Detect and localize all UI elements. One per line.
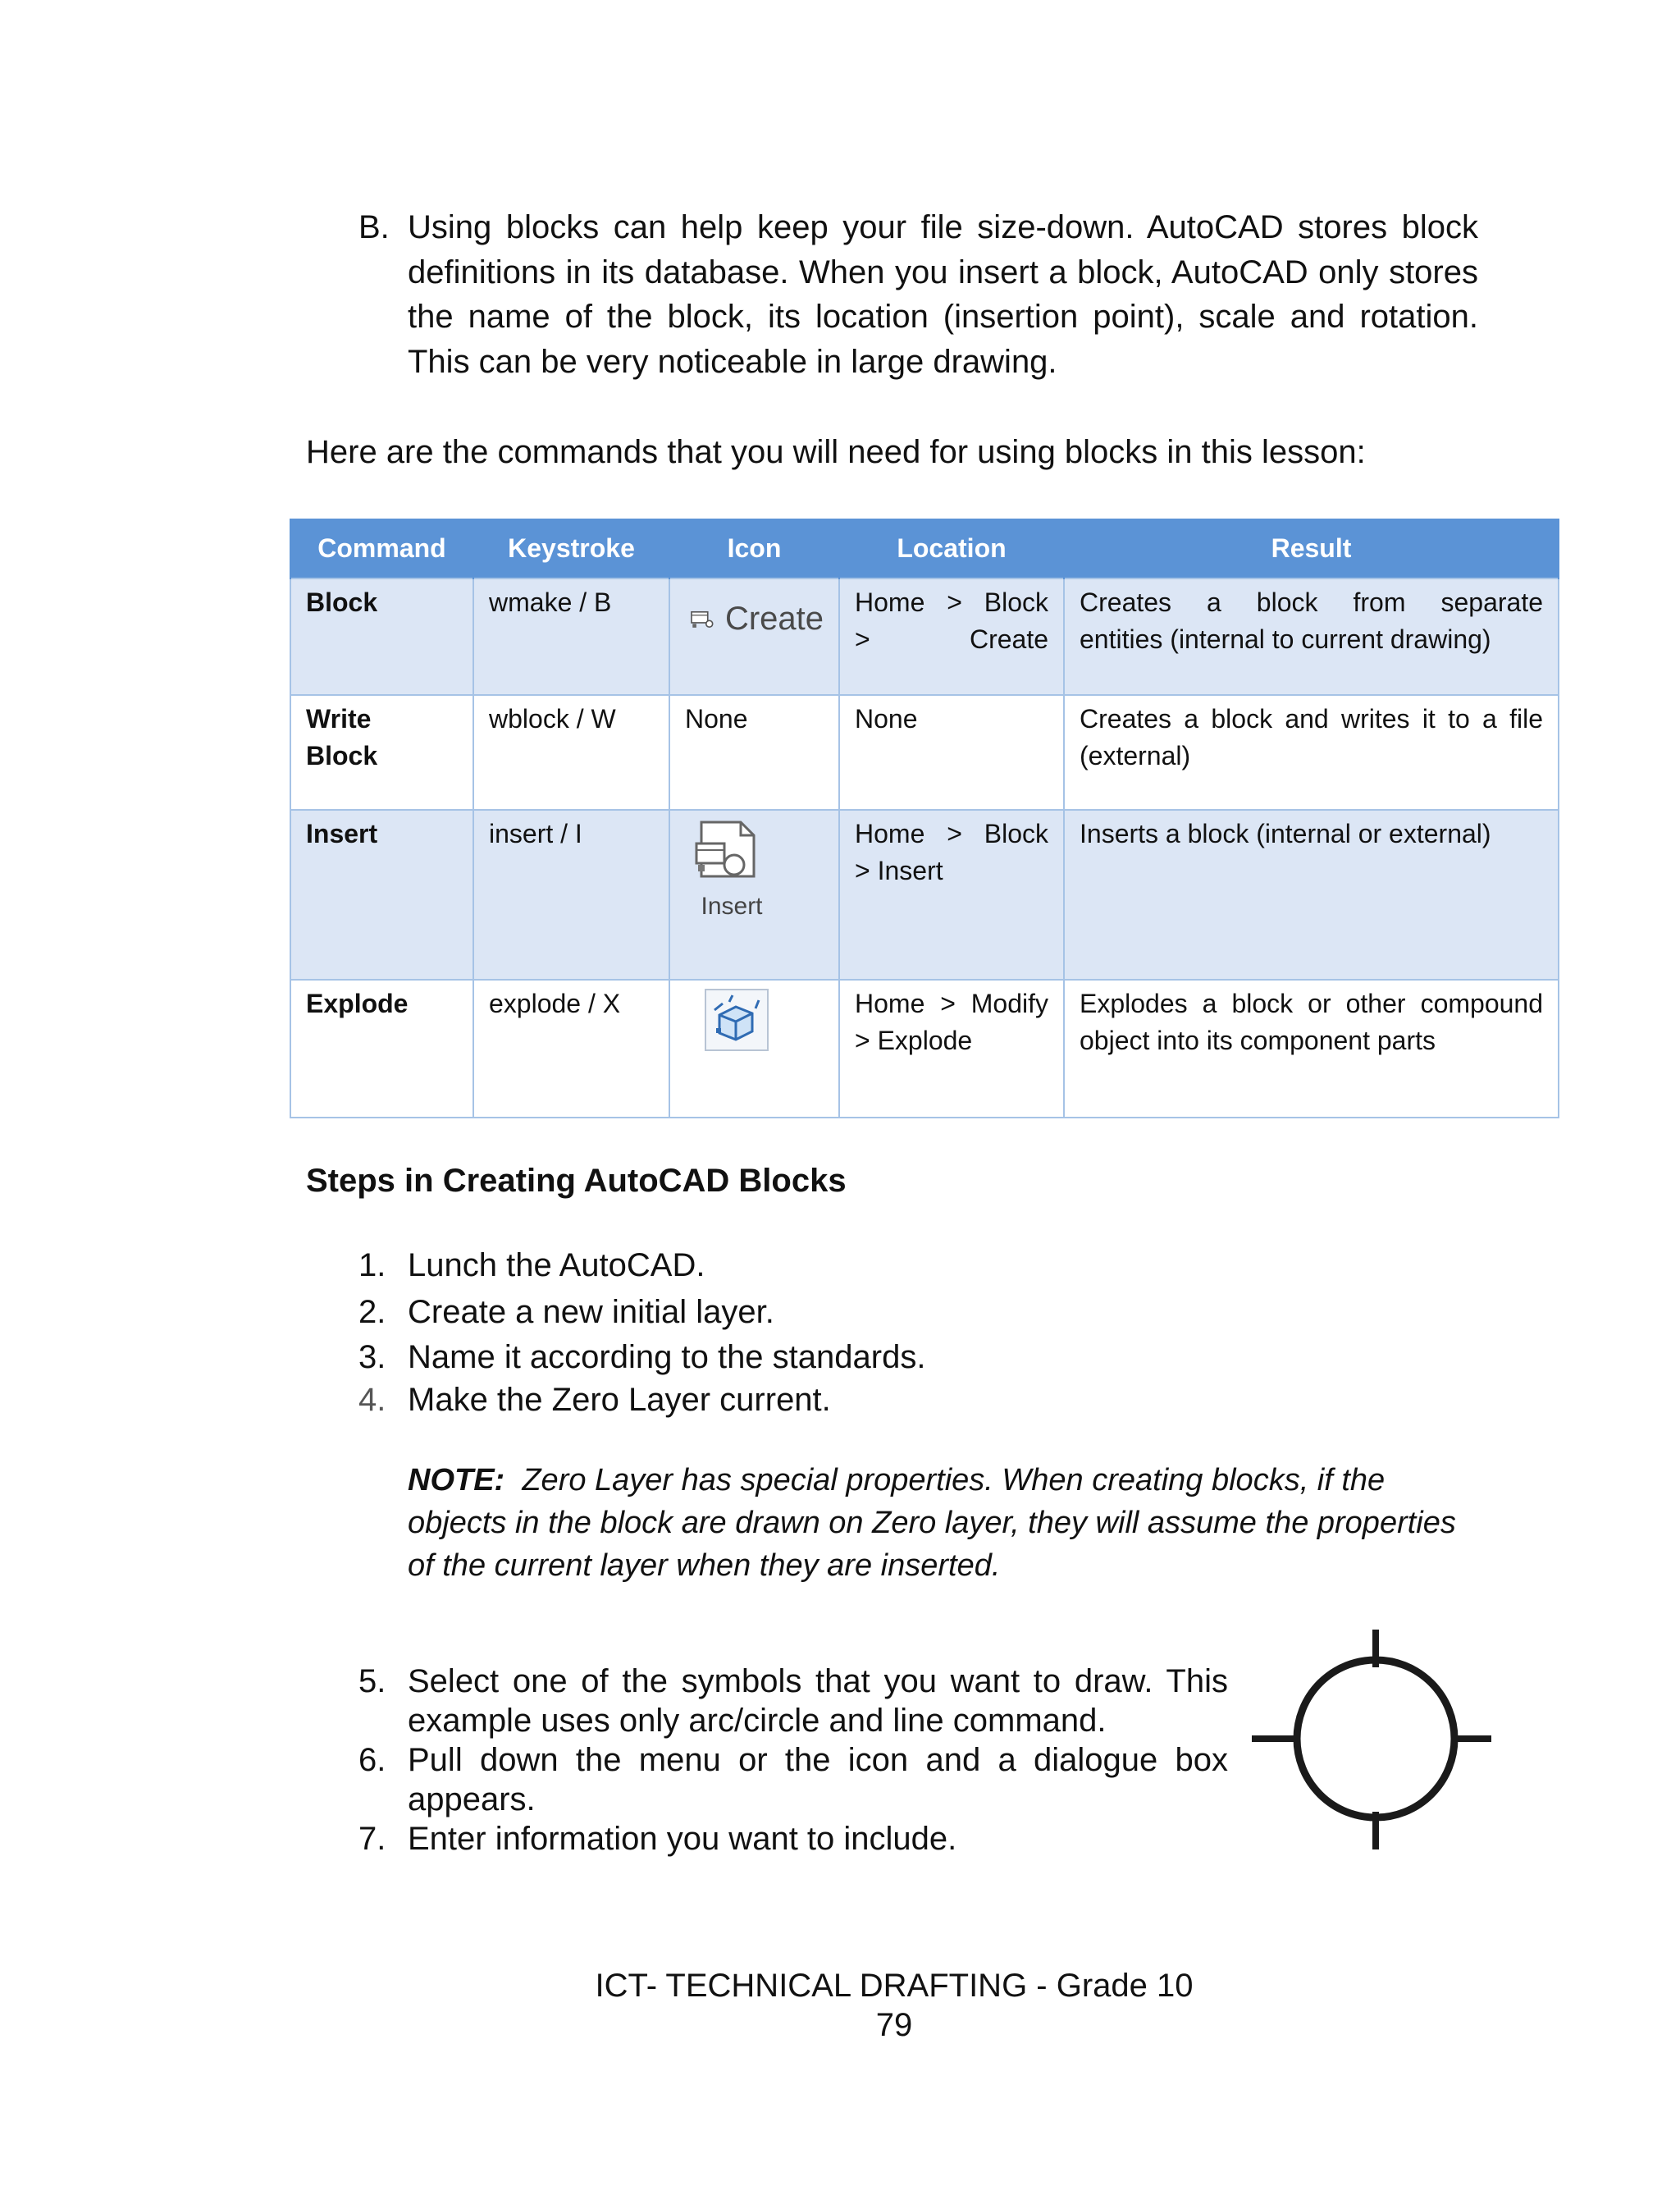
result-line: entities (internal to current drawing) xyxy=(1080,624,1491,654)
header-result: Result xyxy=(1064,519,1559,578)
list-item xyxy=(358,1740,1228,1819)
command-cell: Block xyxy=(290,578,473,695)
step-text: Lunch the AutoCAD. xyxy=(408,1247,705,1283)
location-cell: None xyxy=(839,695,1064,810)
header-icon: Icon xyxy=(669,519,839,578)
location-cell xyxy=(839,980,1064,1118)
step-number: 3. xyxy=(358,1339,386,1375)
location-line: Home > Block xyxy=(855,588,1048,617)
command-line: Block xyxy=(306,741,378,770)
list-item xyxy=(358,1819,1228,1859)
step-number: 1. xyxy=(358,1247,386,1283)
block-create-glyph-icon xyxy=(690,603,717,636)
step-text: Create a new initial layer. xyxy=(408,1294,774,1330)
result-cell xyxy=(1064,980,1559,1118)
icon-cell xyxy=(669,578,839,695)
location-line: > Insert xyxy=(855,856,943,885)
table-row xyxy=(290,810,1559,980)
create-block-icon xyxy=(690,601,824,638)
step-text: Name it according to the standards. xyxy=(408,1339,926,1375)
insert-icon-label: Insert xyxy=(701,893,763,920)
keystroke-cell: explode / X xyxy=(473,980,669,1118)
explode-icon xyxy=(705,989,824,1063)
circle-crosshair-symbol-icon xyxy=(1249,1626,1495,1853)
create-icon-label: Create xyxy=(724,601,824,637)
command-cell xyxy=(290,695,473,810)
step-text: Make the Zero Layer current. xyxy=(408,1382,831,1418)
step-number: 4. xyxy=(358,1382,386,1418)
location-cell xyxy=(839,578,1064,695)
list-item xyxy=(358,1378,1343,1422)
step-text: Pull down the menu or the icon and a dialogue box appears. xyxy=(408,1742,1228,1817)
icon-cell: None xyxy=(669,695,839,810)
paragraph-marker: B. xyxy=(358,209,390,245)
steps-heading: Steps in Creating AutoCAD Blocks xyxy=(306,1163,847,1199)
steps-list-continued xyxy=(358,1662,1228,1859)
command-line: Write xyxy=(306,704,372,734)
list-item xyxy=(358,1243,1343,1290)
command-cell: Insert xyxy=(290,810,473,980)
step-text: Enter information you want to include. xyxy=(408,1821,957,1857)
icon-cell xyxy=(669,810,839,980)
paragraph-text: Using blocks can help keep your file size-down. AutoCAD stores block definitions in its database. When you insert a block, AutoCAD only stores the name of the block, its location (insertion point), scale and rotation. This can be very noticeable in large drawing. xyxy=(408,209,1478,380)
note-label: NOTE: xyxy=(408,1463,505,1497)
insert-block-icon xyxy=(695,817,769,921)
step-number: 6. xyxy=(358,1742,386,1778)
table-row xyxy=(290,578,1559,695)
step-number: 2. xyxy=(358,1294,386,1330)
header-command: Command xyxy=(290,519,473,578)
result-line: object into its component parts xyxy=(1080,1026,1436,1055)
result-cell xyxy=(1064,578,1559,695)
location-line: Home > Block xyxy=(855,819,1048,848)
explode-glyph-icon xyxy=(705,989,770,1053)
result-line: Creates a block from separate xyxy=(1080,588,1543,617)
table-header-row xyxy=(290,519,1559,578)
header-keystroke: Keystroke xyxy=(473,519,669,578)
location-cell xyxy=(839,810,1064,980)
step-text: Select one of the symbols that you want to draw. This example uses only arc/circle and line command. xyxy=(408,1663,1228,1739)
insert-glyph-icon xyxy=(695,817,769,883)
keystroke-cell: wblock / W xyxy=(473,695,669,810)
list-item xyxy=(358,1662,1228,1740)
icon-cell xyxy=(669,980,839,1118)
command-cell: Explode xyxy=(290,980,473,1118)
result-cell xyxy=(1064,695,1559,810)
footer-title: ICT- TECHNICAL DRAFTING - Grade 10 xyxy=(595,1968,1194,2004)
location-line: > Explode xyxy=(855,1026,973,1055)
step-number: 5. xyxy=(358,1663,386,1699)
location-line: Home > Modify xyxy=(855,989,1048,1018)
commands-table xyxy=(290,519,1559,1118)
location-line: > Create xyxy=(855,624,1048,654)
list-item xyxy=(358,1335,1343,1378)
result-line: Creates a block and writes it to a file xyxy=(1080,704,1543,734)
step-number: 7. xyxy=(358,1821,386,1857)
keystroke-cell: insert / I xyxy=(473,810,669,980)
note-block xyxy=(408,1459,1474,1587)
keystroke-cell: wmake / B xyxy=(473,578,669,695)
list-item xyxy=(358,1290,1343,1335)
result-line: Explodes a block or other compound xyxy=(1080,989,1543,1018)
table-row xyxy=(290,980,1559,1118)
table-row xyxy=(290,695,1559,810)
intro-text: Here are the commands that you will need for using blocks in this lesson: xyxy=(306,434,1366,470)
paragraph-b xyxy=(358,205,1478,384)
header-location: Location xyxy=(839,519,1064,578)
result-line: (external) xyxy=(1080,741,1191,770)
result-cell: Inserts a block (internal or external) xyxy=(1064,810,1559,980)
steps-list xyxy=(358,1243,1343,1422)
note-text: Zero Layer has special properties. When creating blocks, if the objects in the block are drawn on Zero layer, they will assume the properties of the current layer when they are inserted. xyxy=(408,1463,1456,1583)
page-number: 79 xyxy=(875,2007,913,2043)
